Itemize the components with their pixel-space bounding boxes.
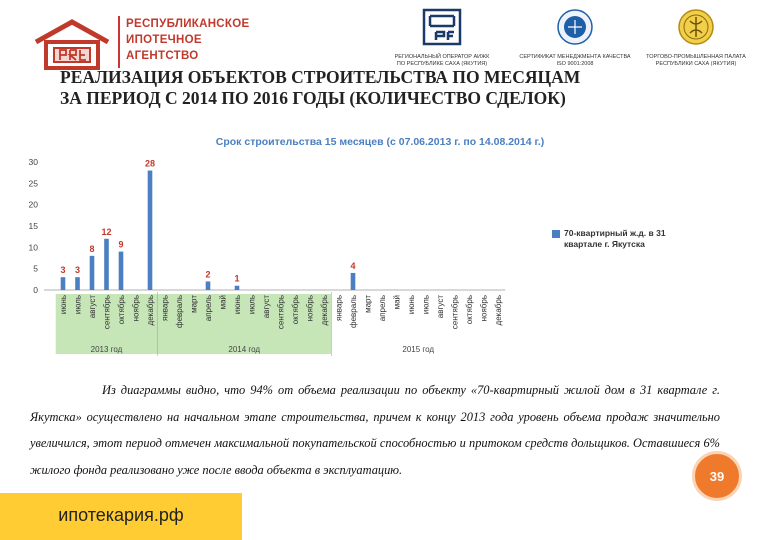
legend-label: 70-квартирный ж.д. в 31 квартале г. Якутска: [564, 228, 666, 249]
x-tick-label: сентябрь: [450, 295, 460, 330]
partner-chamber-caption-2: РЕСПУБЛИКИ САХА (ЯКУТИЯ): [655, 61, 737, 67]
y-tick-label: 10: [28, 242, 38, 253]
data-label: 1: [234, 273, 240, 284]
x-tick-label: январь: [334, 295, 344, 321]
x-tick-label: июль: [247, 295, 257, 315]
partner-iso-caption-1: СЕРТИФИКАТ МЕНЕДЖМЕНТА КАЧЕСТВА: [519, 54, 631, 60]
x-tick-label: июль: [421, 295, 431, 315]
agency-logo: [26, 14, 250, 70]
x-tick-label: июнь: [233, 295, 242, 315]
x-tick-label: декабрь: [320, 295, 329, 326]
data-label: 12: [101, 226, 112, 237]
x-tick-label: октябрь: [291, 295, 300, 325]
sales-bar-chart: [0, 128, 780, 358]
x-tick-label: декабрь: [494, 295, 503, 326]
x-tick-label: август: [436, 295, 445, 319]
y-tick-label: 20: [28, 199, 38, 210]
bar: [119, 252, 124, 290]
partner-iso-caption-2: ISO 9001:2008: [556, 61, 594, 67]
data-label: 3: [60, 265, 66, 276]
data-label: 4: [350, 260, 356, 271]
x-tick-label: сентябрь: [276, 295, 286, 330]
bar: [206, 281, 211, 290]
bar: [235, 286, 240, 290]
y-tick-label: 5: [33, 263, 38, 274]
partner-dom-caption-1: РЕГИОНАЛЬНЫЙ ОПЕРАТОР АИЖК: [394, 54, 490, 60]
x-tick-label: ноябрь: [131, 295, 141, 322]
iso-certificate-icon: [555, 8, 595, 46]
slide-title: [60, 67, 740, 109]
legend-swatch: [552, 230, 560, 238]
x-tick-label: ноябрь: [305, 295, 315, 322]
page-number-badge: 39: [692, 451, 742, 501]
year-label-1: 2014 год: [228, 345, 261, 354]
org-name-line-1: РЕСПУБЛИКАНСКОЕ: [126, 18, 250, 30]
x-tick-label: август: [262, 295, 271, 319]
bar: [90, 256, 95, 290]
x-tick-label: апрель: [204, 295, 213, 322]
org-name-line-3: АГЕНТСТВО: [126, 50, 199, 62]
analysis-text: Из диаграммы видно, что 94% от объема реализации по объекту «70-квартирный жилой дом в 31 квартале г. Якутска» осуществлено на начальном этапе строительства, причем к концу 2013 года уровень объема продаж значительно увеличился, этот период отмечен максимальной покупательской способностью и притоком средств дольщиков. Оставшиеся 6% жилого фонда реализовано уже после ввода объекта в эксплуатацию.: [30, 383, 720, 477]
data-label: 2: [205, 269, 211, 280]
x-tick-label: октябрь: [117, 295, 126, 325]
website-link[interactable]: ипотекария.рф: [58, 505, 184, 525]
partner-dom-caption-2: ПО РЕСПУБЛИКЕ САХА (ЯКУТИЯ): [396, 61, 488, 67]
x-tick-label: сентябрь: [102, 295, 112, 330]
bar: [148, 171, 153, 290]
x-tick-label: апрель: [378, 295, 387, 322]
y-tick-label: 0: [33, 285, 38, 295]
chart-title: Срок строительства 15 месяцев (с 07.06.2013 г. по 14.08.2014 г.): [215, 136, 545, 148]
bar: [75, 277, 80, 290]
partner-chamber-caption-1: ТОРГОВО-ПРОМЫШЛЕННАЯ ПАЛАТА: [646, 54, 746, 60]
x-tick-label: декабрь: [146, 295, 155, 326]
house-logo-icon: [32, 18, 112, 70]
data-label: 28: [144, 158, 156, 169]
partner-iso: [505, 8, 645, 68]
x-tick-label: май: [392, 295, 402, 310]
x-tick-label: июнь: [407, 295, 416, 315]
y-tick-label: 15: [28, 221, 38, 231]
slide-title-line-2: ЗА ПЕРИОД С 2014 ПО 2016 ГОДЫ (КОЛИЧЕСТВО СДЕЛОК): [60, 88, 566, 108]
data-label: 8: [89, 243, 95, 254]
x-tick-label: август: [88, 295, 97, 319]
x-tick-label: июль: [73, 295, 83, 315]
bar: [104, 239, 109, 290]
x-tick-label: март: [363, 295, 373, 313]
x-tick-label: февраль: [175, 295, 184, 329]
x-tick-label: октябрь: [465, 295, 474, 325]
x-tick-label: ноябрь: [479, 295, 489, 322]
x-tick-label: январь: [160, 295, 170, 321]
data-label: 9: [118, 239, 124, 250]
x-tick-label: июнь: [59, 295, 68, 315]
y-tick-label: 30: [28, 157, 38, 167]
year-label-2: 2015 год: [402, 345, 435, 354]
org-name-line-2: ИПОТЕЧНОЕ: [126, 34, 202, 46]
chamber-of-commerce-icon: [676, 8, 716, 46]
year-label-0: 2013 год: [90, 345, 123, 354]
y-tick-label: 25: [28, 178, 38, 189]
x-tick-label: март: [189, 295, 199, 313]
partner-dom-rf: [372, 8, 512, 68]
bar: [351, 273, 356, 290]
logo-divider: [118, 16, 120, 68]
footer-banner: [0, 493, 242, 540]
data-label: 3: [74, 265, 81, 276]
x-tick-label: февраль: [349, 295, 358, 329]
bar: [61, 277, 66, 290]
x-tick-label: май: [218, 295, 228, 310]
partner-chamber: [626, 8, 766, 68]
dom-rf-logo-icon: [422, 8, 462, 46]
slide-title-line-1: РЕАЛИЗАЦИЯ ОБЪЕКТОВ СТРОИТЕЛЬСТВА ПО МЕСЯЦАМ: [60, 67, 581, 87]
